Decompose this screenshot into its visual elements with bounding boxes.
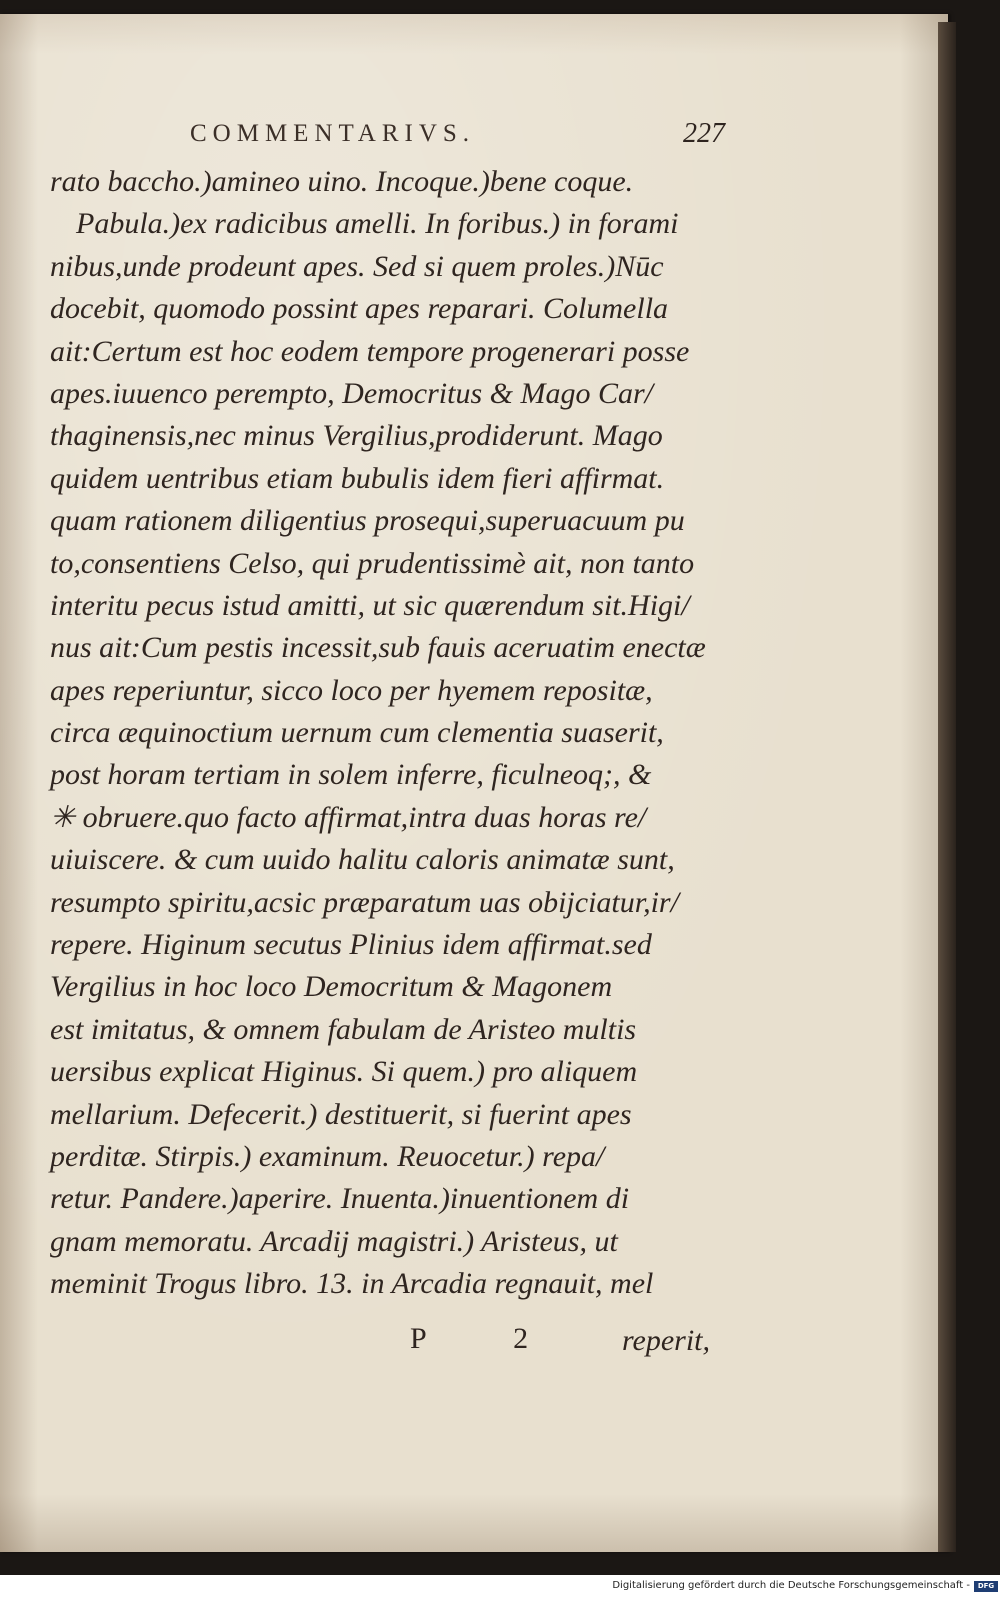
text-line: thaginensis,nec minus Vergilius,prodiderunt. Mago: [50, 419, 663, 453]
funding-credit: Digitalisierung gefördert durch die Deutsche Forschungsgemeinschaft -: [612, 1580, 970, 1591]
text-line: quam rationem diligentius prosequi,superuacuum pu: [50, 504, 685, 538]
text-line: interitu pecus istud amitti, ut sic quærendum sit.Higi/: [50, 588, 690, 622]
text-line: meminit Trogus libro. 13. in Arcadia regnauit, mel: [50, 1267, 654, 1301]
text-line: resumpto spiritu,acsic præparatum uas obijciatur,ir/: [50, 885, 679, 919]
text-line: nus ait:Cum pestis incessit,sub fauis aceruatim enectæ: [50, 631, 706, 665]
text-line: apes.iuuenco perempto, Democritus & Mago Car/: [50, 376, 653, 410]
text-line: rato baccho.)amineo uino. Incoque.)bene coque.: [50, 165, 634, 198]
text-line: uersibus explicat Higinus. Si quem.) pro aliquem: [50, 1055, 638, 1089]
text-line: gnam memoratu. Arcadij magistri.) Aristeus, ut: [50, 1224, 618, 1258]
text-line: mellarium. Defecerit.) destituerit, si fuerint apes: [50, 1097, 632, 1131]
text-line: nibus,unde prodeunt apes. Sed si quem proles.)Nūc: [50, 249, 664, 283]
text-line: est imitatus, & omnem fabulam de Aristeo multis: [50, 1012, 637, 1046]
text-line: Vergilius in hoc loco Democritum & Magonem: [50, 970, 613, 1004]
signature-mark: P 2: [410, 1322, 569, 1355]
text-line: docebit, quomodo possint apes reparari. Columella: [50, 292, 669, 326]
text-line: repere. Higinum secutus Plinius idem affirmat.sed: [50, 928, 652, 962]
text-line: retur. Pandere.)aperire. Inuenta.)inuentionem di: [50, 1182, 630, 1216]
text-line: uiuiscere. & cum uuido halitu caloris animatæ sunt,: [50, 843, 675, 877]
catchword: reperit,: [621, 1324, 710, 1357]
text-line: ait:Certum est hoc eodem tempore progenerari posse: [50, 334, 690, 368]
signature-line: [400, 1322, 710, 1368]
dfg-logo: DFG: [974, 1581, 998, 1592]
text-line: to,consentiens Celso, qui prudentissimè ait, non tanto: [50, 546, 695, 580]
text-line: perditæ. Stirpis.) examinum. Reuocetur.) repa/: [50, 1139, 605, 1173]
text-line: circa æquinoctium uernum cum clementia suaserit,: [50, 716, 664, 750]
text-line: ✳ obruere.quo facto affirmat,intra duas horas re/: [50, 800, 647, 834]
credit-bar: [0, 1575, 1000, 1599]
book-page: [0, 14, 948, 1552]
commentary-text: [50, 161, 720, 1306]
text-line: post horam tertiam in solem inferre, ficulneoq;, &: [50, 758, 652, 792]
running-title: COMMENTARIVS.: [190, 120, 476, 147]
text-line: Pabula.)ex radicibus amelli. In foribus.) in forami: [76, 207, 679, 241]
running-head: [190, 118, 725, 158]
page-number: 227: [683, 118, 725, 149]
binding-edge: [938, 22, 956, 1552]
text-line: apes reperiuntur, sicco loco per hyemem repositæ,: [50, 673, 653, 707]
text-line: quidem uentribus etiam bubulis idem fieri affirmat.: [50, 461, 665, 495]
